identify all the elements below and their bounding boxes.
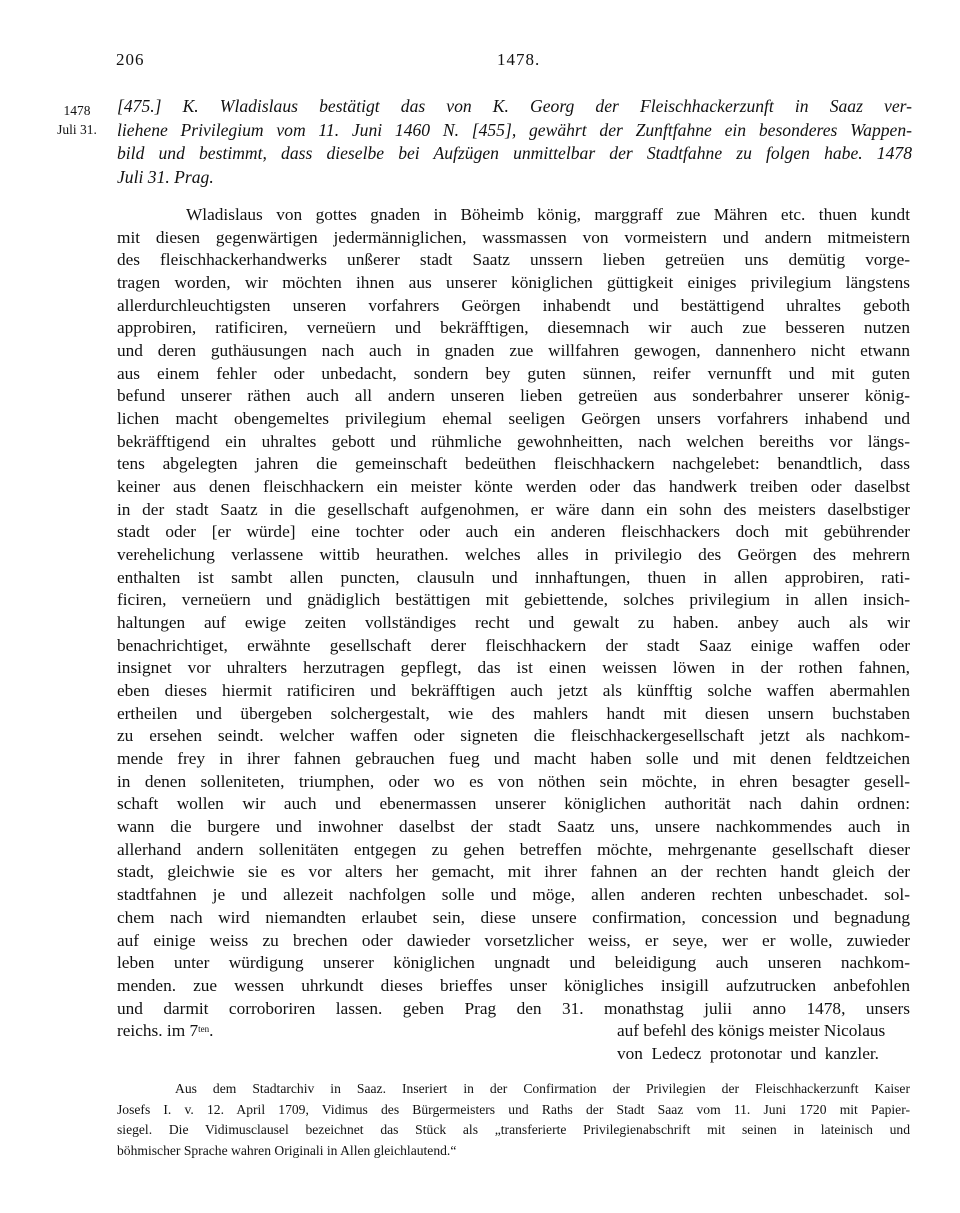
body-line: in denen solleniteten, triumphen, oder wo es von nöthen sein möchte, in ehren besagter gesell- <box>117 771 910 791</box>
body-line: tragen worden, wir möchten ihnen aus unserer königlichen güttigkeit einiges privilegium längstens <box>117 273 910 293</box>
signature-line: auf befehl des königs meister Nicolaus <box>617 1021 886 1041</box>
body-line: auf einige weiss zu brechen oder dawieder vorsetzlicher weiss, er seye, wer er wolle, zuwieder <box>117 930 910 950</box>
margin-year: 1478 <box>63 103 91 118</box>
footnote-line: böhmischer Sprache wahren Originali in Allen gleichlautend.“ <box>117 1142 457 1158</box>
body-line: stadt oder [er würde] eine tochter oder auch ein anderen fleischhackers doch mit gebührender <box>117 522 910 542</box>
body-line: enthalten ist sambt allen puncten, clausuln und innhaftungen, thuen in allen approbiren, rati- <box>117 567 910 587</box>
body-line: schaft wollen wir auch und ebenermassen unserer königlichen authorität nach dahin ordnen: <box>117 794 910 814</box>
body-line: tens abgelegten jahren die gemeinschaft bedeüthen fleischhackern nachgelebet: benandtlich, dass <box>117 454 910 474</box>
body-line: allerdurchleuchtigsten unseren vorfahrers Geörgen inhabendt und bestättigend uhraltes geboth <box>117 295 910 315</box>
regnal-year: reichs. im $7^{ten}$. <box>117 1021 214 1041</box>
body-line: allerhand andern sollenitäten entgegen zu gehen betreffen möchte, mehrgenante gesellschaft dieser <box>117 839 910 859</box>
running-head: 1478. <box>497 50 541 69</box>
heading-line: Juli 31. Prag. <box>117 166 214 187</box>
body-line: mende frey in ihrer fahnen gebrauchen fueg und macht haben solle und mit denen feldtzeichen <box>117 749 910 769</box>
body-line: mit diesen gegenwärtigen jedermänniglichen, wassmassen von vormeistern und andern mitmeistern <box>117 227 910 247</box>
body-line: verehelichung verlassene wittib heurathen. welches alles in privilegio des Geörgen des mehrern <box>117 545 910 565</box>
heading-line: liehene Privilegium vom 11. Juni 1460 N. [455], gewährt der Zunftfahne ein besonderes Wappen- <box>117 119 912 140</box>
body-line: bekräfftigend ein uhraltes gebott und rühmliche gewohnheitten, nach welchen bereiths vor längs- <box>117 431 910 451</box>
body-line: approbiren, ratificiren, verneüern und bekräfftigen, diesemnach wir auch zue besseren nutzen <box>117 318 910 338</box>
body-line: chem nach wird niemandten erlaubet sein, diese unsere confirmation, concession und begnadung <box>117 907 910 927</box>
closing-line <box>117 1043 910 1066</box>
body-line: des fleischhackerhandwerks unßerer stadt Saatz unssern lieben getreüen uns demütig vorge- <box>117 250 910 270</box>
body-line: stadt, gleichwie sie es vor alters her gemacht, mit ihrer fahnen an der rechten handt gleich der <box>117 862 910 882</box>
page-number: 206 <box>116 50 145 69</box>
body-line: befund unserer räthen auch all andern unseren lieben getreüen aus sonderbahrer unserer könig- <box>117 386 910 406</box>
footnote-line: siegel. Die Vidimusclausel bezeichnet das Stück als „transferierte Privilegienabschrift mit seinen in lateinisch und <box>117 1122 910 1137</box>
margin-date-note <box>52 101 102 139</box>
body-line: leben unter würdigung unserer königlichen ungnadt und beleidigung auch unseren nachkom- <box>117 953 910 973</box>
document-heading <box>117 95 912 189</box>
footnote-line: Aus dem Stadtarchiv in Saaz. Inseriert in der Confirmation der Privilegien der Fleischhackerzunft Kaiser <box>175 1081 910 1096</box>
body-line: Wladislaus von gottes gnaden in Böheimb könig, marggraff zue Mähren etc. thuen kundt <box>186 205 910 224</box>
heading-line: bild und bestimmt, dass dieselbe bei Aufzügen unmittelbar der Stadtfahne zu folgen habe. 1478 <box>117 143 912 163</box>
body-line: stadtfahnen je und allezeit nachfolgen solle und möge, allen anderen rechten unbeschadet. sol- <box>117 885 910 905</box>
body-line: benachrichtiget, erwähnte gesellschaft derer fleischhackern der stadt Saaz einige waffen oder <box>117 635 910 655</box>
body-line: menden. zue wessen uhrkundt dieses brieffes unser königliches insigill aufzutrucken anbefohlen <box>117 975 910 995</box>
footnote-line: Josefs I. v. 12. April 1709, Vidimus des Bürgermeisters und Raths der Stadt Saaz vom 11. Juni 1720 mit Papier- <box>117 1101 910 1117</box>
body-line: und darmit corroboriren lassen. geben Prag den 31. monathstag julii anno 1478, unsers <box>117 998 910 1018</box>
body-line: keiner aus denen fleischhackern ein meister könte werden oder das handwerk treiben oder daselbst <box>117 477 910 497</box>
charter-text <box>117 204 910 1066</box>
body-line: ertheilen und übergeben solchergestalt, wie des mahlers handt mit diesen unsern buchstaben <box>117 703 910 723</box>
body-line: und deren guthäusungen nach auch in gnaden zue willfahren gewogen, dannenhero nicht etwann <box>117 341 910 361</box>
body-line: eben dieses hiermit ratificiren und bekräfftigen auch jetzt als künfftig solche waffen abermahlen <box>117 681 910 701</box>
body-line: haltungen auf ewige zeiten vollständiges recht und gewalt zu haben. anbey auch als wir <box>117 613 910 633</box>
body-line: zu ersehen seindt. welcher waffen oder signeten die fleischhackergesellschaft jetzt als nachkom- <box>117 726 910 746</box>
body-line: ficiren, verneüern und gnädiglich bestättigen mit gebiettende, solches privilegium in allen insich- <box>117 590 910 610</box>
body-line: wann die burgere und inwohner daselbst der stadt Saatz uns, unsere nachkommendes auch in <box>117 817 910 837</box>
body-line: aus einem fehler oder unbedacht, sondern bey guten sünnen, reifer vernunfft und mit guten <box>117 363 910 383</box>
signature-line: von Ledecz protonotar und kanzler. <box>617 1043 879 1063</box>
source-footnote <box>117 1079 910 1161</box>
body-line: lichen macht obengemeltes privilegium ehemal seeligen Geörgen unsers vorfahrers inhabend und <box>117 409 910 429</box>
margin-date: Juli 31. <box>57 122 97 137</box>
heading-line: [475.] K. Wladislaus bestätigt das von K. Georg der Fleischhackerzunft in Saaz ver- <box>117 96 912 116</box>
closing-line <box>117 1020 910 1043</box>
body-line: in der stadt Saatz in die gesellschaft aufgenohmen, er wäre dann ein sohn des meisters daselbstiger <box>117 499 910 519</box>
body-line: insignet vor uhralters herzutragen gepflegt, das ist einen weissen löwen in der rothen fahnen, <box>117 658 910 678</box>
